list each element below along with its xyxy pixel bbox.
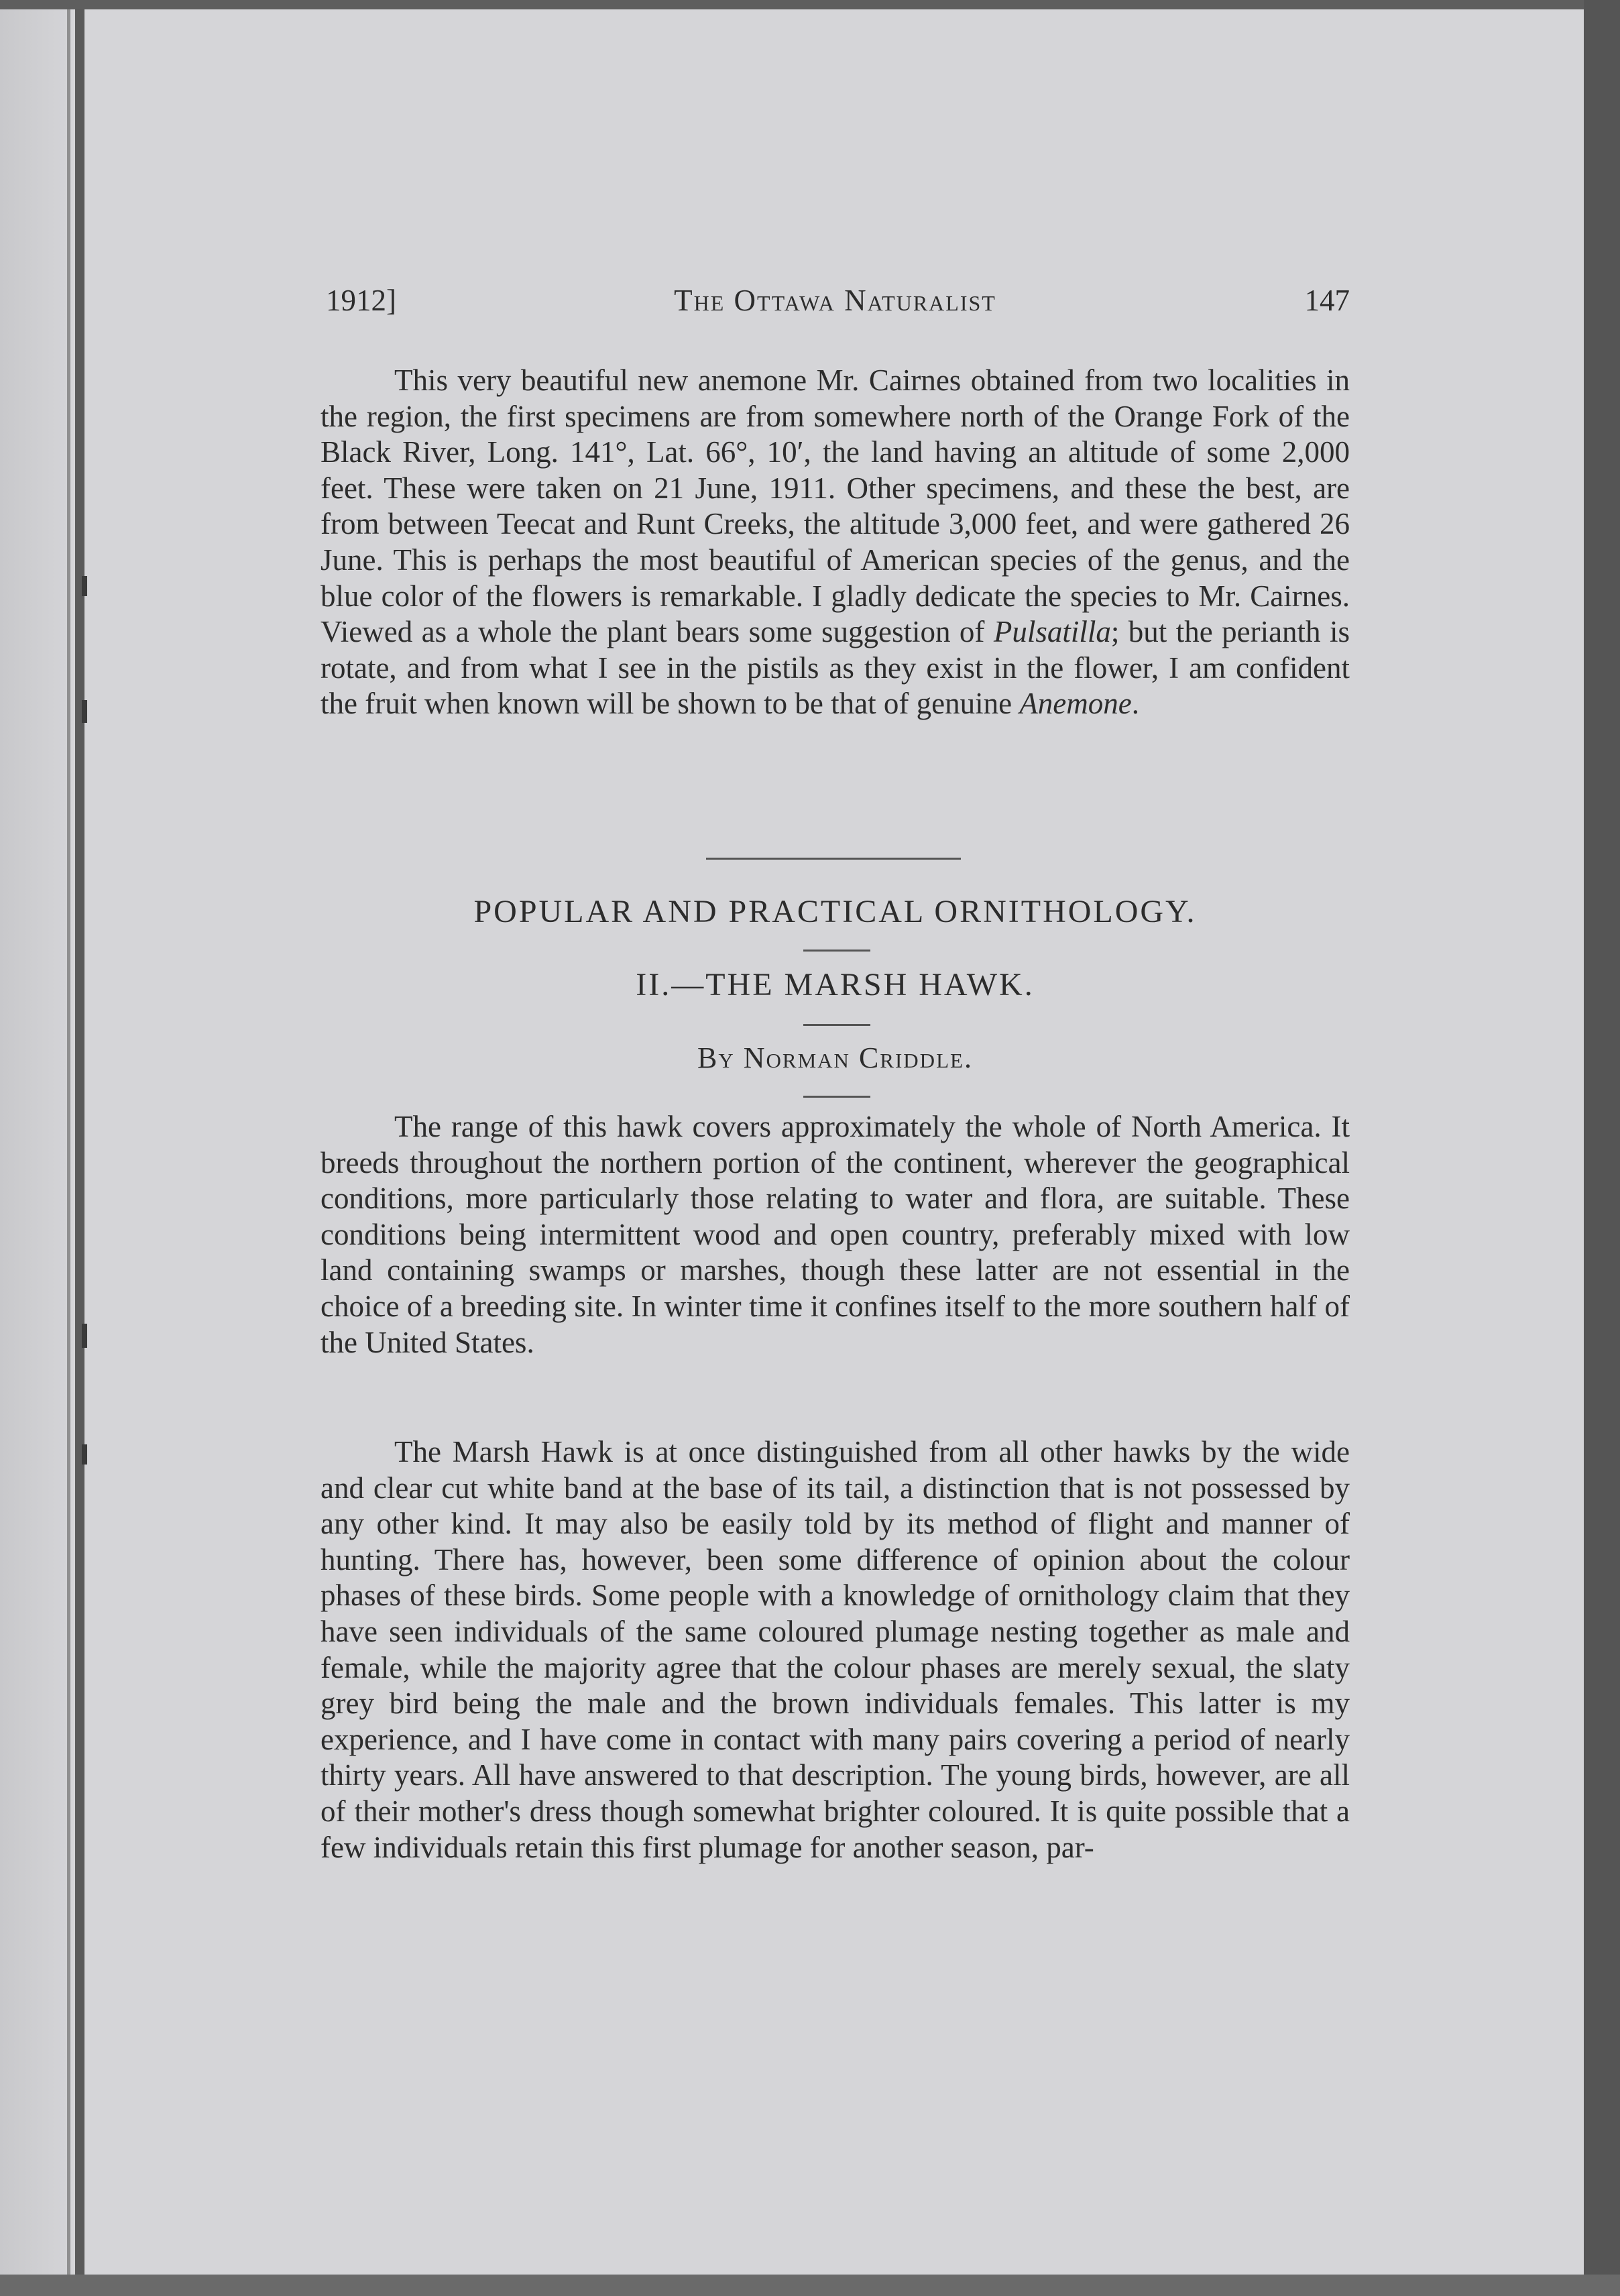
scan-border-right: [1584, 0, 1620, 2296]
margin-mark: [82, 1444, 87, 1465]
scanned-page: [0, 9, 1584, 2276]
anemone-text: This very beautiful new anemone Mr. Cairnes obtained from two localities in the region, the first specimens are from somewhere north of the Orange Fork of the Black River, Long. 141°, Lat. 66°, 10′, the land having an altitude of some 2,000 feet. These were taken on 21 June, 1911. Other specimens, and these the best, are from between Teecat and Runt Creeks, the altitude 3,000 feet, and were gathered 26 June. This is perhaps the most beautiful of American species of the genus, and the blue color of the flowers is remarkable. I gladly dedicate the species to Mr. Cairnes. Viewed as a whole the plant bears some suggestion of: [321, 363, 1350, 649]
spine-edge: [67, 9, 70, 2276]
page-number: 147: [1304, 284, 1350, 317]
title-divider: [803, 950, 870, 952]
margin-mark: [82, 700, 87, 723]
article-title: POPULAR AND PRACTICAL ORNITHOLOGY.: [473, 894, 1197, 929]
spine-shadow: [0, 9, 74, 2276]
pulsatilla-genus: Pulsatilla: [993, 615, 1111, 649]
margin-mark: [82, 1324, 87, 1348]
article-subtitle: II.—THE MARSH HAWK.: [636, 967, 1035, 1002]
scan-border-bottom: [0, 2275, 1620, 2296]
margin-mark: [82, 576, 87, 596]
anemone-text-end: .: [1131, 687, 1139, 721]
byline-divider: [803, 1096, 870, 1098]
anemone-genus: Anemone: [1019, 687, 1132, 721]
body-paragraph: The Marsh Hawk is at once distinguished from all other hawks by the wide and clear cut white band at the base of its tail, a distinction that is not possessed by any other kind. It may also be easily told by its method of flight and manner of hunting. There has, however, been some difference of opinion about the colour phases of these birds. Some people with a knowledge of ornithology claim that they have seen individuals of the same coloured plumage nesting together as male and female, while the majority agree that the colour phases are merely sexual, the slaty grey bird being the male and the brown individuals females. This latter is my experience, and I have come in contact with many pairs covering a period of nearly thirty years. All have answered to that description. The young birds, however, are all of their mother's dress though somewhat brighter coloured. It is quite possible that a few individuals retain this first plumage for another season, par-: [321, 1435, 1350, 1864]
header-year: 1912]: [326, 284, 396, 317]
anemone-paragraph: [321, 363, 1350, 722]
running-header: [321, 283, 1350, 330]
header-journal-title: The Ottawa Naturalist: [674, 284, 996, 317]
anemone-text-cont: ; but the perianth is rotate, and from what I see in the pistils as they exist in the flower, I am confident the fruit when known will be shown to be that of genuine: [321, 615, 1350, 721]
subtitle-divider: [803, 1024, 870, 1026]
section-divider: [706, 858, 961, 860]
spine-binding-line: [75, 9, 84, 2276]
body-paragraph: The range of this hawk covers approximately the whole of North America. It breeds throughout the northern portion of the continent, wherever the geographical conditions, more particularly those relating to water and flora, are suitable. These conditions being intermittent wood and open country, preferably mixed with low land containing swamps or marshes, though these latter are not essential in the choice of a breeding site. In winter time it confines itself to the more southern half of the United States.: [321, 1110, 1350, 1359]
author-byline: By Norman Criddle.: [697, 1041, 973, 1074]
